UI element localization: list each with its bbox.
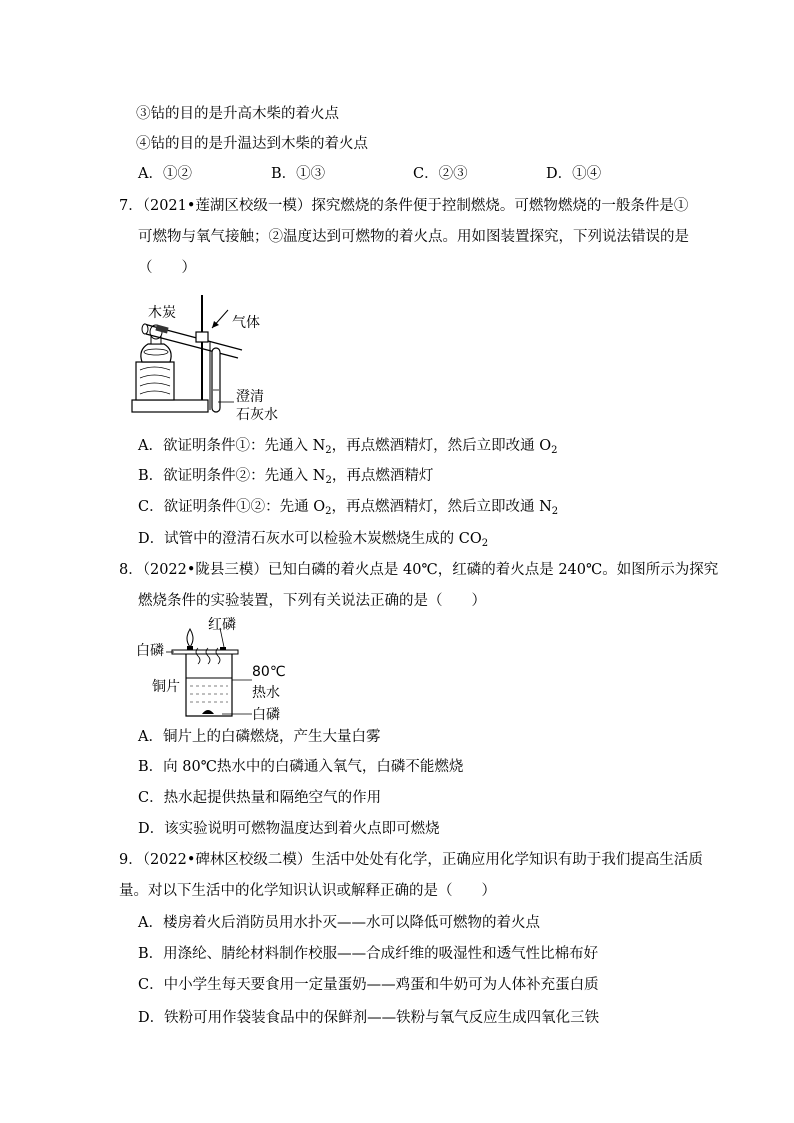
q8-apparatus-diagram <box>136 614 286 724</box>
label-hot-water: 热水 <box>252 685 280 701</box>
label-limewater-2: 石灰水 <box>236 407 278 423</box>
q7-option-a: A．欲证明条件①：先通入 $N_2$，再点燃酒精灯，然后立即改通 $O_2$ <box>138 438 558 456</box>
q9-stem-line1: 9．（2022•碑林区校级二模）生活中处处有化学，正确应用化学知识有助于我们提高生活质 <box>119 852 703 868</box>
q8-option-c: C．热水起提供热量和隔绝空气的作用 <box>138 790 382 806</box>
q7-option-b: B．欲证明条件②：先通入 $N_2$，再点燃酒精灯 <box>138 468 434 486</box>
q8-stem-line1: 8．（2022•陇县三模）已知白磷的着火点是 40℃，红磷的着火点是 240℃。如图所示为探究 <box>119 562 719 578</box>
q8-option-a: A．铜片上的白磷燃烧，产生大量白雾 <box>138 729 381 745</box>
label-gas: 气体 <box>232 315 260 331</box>
q9-option-a: A．楼房着火后消防员用水扑灭——水可以降低可燃物的着火点 <box>138 915 540 931</box>
q7-stem-line1: 7．（2021•莲湖区校级一模）探究燃烧的条件便于控制燃烧。可燃物燃烧的一般条件是① <box>119 198 689 214</box>
label-copper: 铜片 <box>152 679 180 695</box>
q8-option-d: D．该实验说明可燃物温度达到着火点即可燃烧 <box>138 821 440 837</box>
q6-option-c: C．②③ <box>413 166 468 182</box>
q9-option-c: C．中小学生每天要食用一定量蛋奶——鸡蛋和牛奶可为人体补充蛋白质 <box>138 977 599 993</box>
q7-apparatus-diagram <box>130 290 290 422</box>
q7-stem-line3: （ ） <box>138 260 196 276</box>
q9-stem-line2: 量。对以下生活中的化学知识认识或解释正确的是（ ） <box>119 883 496 899</box>
q6-option-b: B．①③ <box>271 166 326 182</box>
q7-option-c: C．欲证明条件①②：先通 $O_2$，再点燃酒精灯，然后立即改通 $N_2$ <box>138 499 559 517</box>
q7-option-d: D．试管中的澄清石灰水可以检验木炭燃烧生成的 $CO_2$ <box>138 531 489 549</box>
q8-option-b: B．向 80℃热水中的白磷通入氧气，白磷不能燃烧 <box>138 759 464 775</box>
label-temp: 80℃ <box>252 664 286 680</box>
label-red-phosphorus: 红磷 <box>208 617 236 633</box>
label-charcoal: 木炭 <box>148 305 176 321</box>
q6-statement-3: ③钻的目的是升高木柴的着火点 <box>136 106 339 122</box>
label-white-phosphorus-top: 白磷 <box>136 643 164 659</box>
q9-option-d: D．铁粉可用作袋装食品中的保鲜剂——铁粉与氧气反应生成四氧化三铁 <box>138 1010 600 1026</box>
q8-stem-line2: 燃烧条件的实验装置，下列有关说法正确的是（ ） <box>138 593 486 609</box>
q7-stem-line2: 可燃物与氧气接触；②温度达到可燃物的着火点。用如图装置探究，下列说法错误的是 <box>138 229 689 245</box>
q6-option-d: D．①④ <box>546 166 602 182</box>
q6-option-a: A．①② <box>138 166 192 182</box>
q6-statement-4: ④钻的目的是升温达到木柴的着火点 <box>136 136 368 152</box>
label-white-phosphorus-bottom: 白磷 <box>252 707 280 723</box>
q9-option-b: B．用涤纶、腈纶材料制作校服——合成纤维的吸湿性和透气性比棉布好 <box>138 946 599 962</box>
label-limewater-1: 澄清 <box>236 389 264 405</box>
